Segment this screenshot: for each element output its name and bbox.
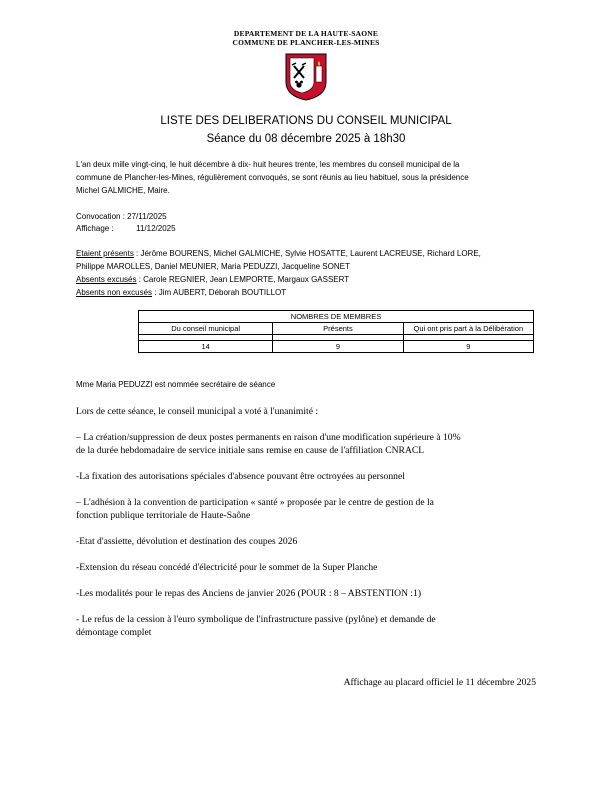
members-table [138, 310, 534, 353]
present-line [76, 247, 546, 260]
deliberation-line: – La création/suppression de deux postes permanents en raison d'une modification supérieure à 10% [76, 432, 461, 443]
deliberation-item [76, 613, 546, 639]
unexcused-label: Absents non excusés [76, 288, 153, 297]
value-present: 9 [273, 341, 403, 353]
present-names: : Jérôme BOURENS, Michel GALMICHE, Sylvie HOSATTE, Laurent LACREUSE, Richard LORE, [133, 249, 481, 258]
deliberation-line: de la durée hebdomadaire de service initiale sans remise en cause de l'affiliation CNRACL [76, 445, 425, 456]
deliberation-line: -Extension du réseau concédé d'électricité pour le sommet de la Super Planche [76, 562, 378, 573]
deliberation-item [76, 561, 546, 574]
deliberation-line: démontage complet [76, 627, 152, 638]
affichage-label: Affichage : [76, 224, 114, 233]
secretary-line: Mme Maria PEDUZZI est nommée secrétaire de séance [76, 380, 276, 389]
posting-notice: Affichage au placard officiel le 11 décembre 2025 [343, 677, 536, 688]
deliberation-item [76, 496, 546, 522]
deliberation-line: -Etat d'assiette, dévolution et destination des coupes 2026 [76, 536, 298, 547]
deliberation-line: -La fixation des autorisations spéciales d'absence pouvant être octroyées au personnel [76, 471, 405, 482]
intro-paragraph [76, 158, 546, 197]
attendance-block [76, 247, 546, 299]
session-date: Séance du 08 décembre 2025 à 18h30 [206, 133, 406, 145]
document-title: LISTE DES DELIBERATIONS DU CONSEIL MUNICIPAL [160, 115, 452, 127]
convocation-label: Convocation : [76, 212, 125, 221]
coat-of-arms-icon [284, 52, 328, 102]
commune-header: COMMUNE DE PLANCHER-LES-MINES [232, 38, 380, 47]
intro-line: commune de Plancher-les-Mines, régulièrement convoqués, se sont réunis au lieu habituel, sous la présidence [76, 173, 469, 182]
intro-line: L'an deux mille vingt-cinq, le huit décembre à dix- huit heures trente, les membres du conseil municipal de la [76, 160, 460, 169]
present-names-cont: Philippe MAROLLES, Daniel MEUNIER, Maria PEDUZZI, Jacqueline SONET [76, 262, 350, 271]
deliberation-line: - Le refus de la cession à l'euro symbolique de l'infrastructure passive (pylône) et demande de [76, 614, 436, 625]
value-council: 14 [139, 341, 273, 353]
excused-line [76, 273, 546, 286]
deliberation-line: – L'adhésion à la convention de participation « santé » proposée par le centre de gestion de la [76, 497, 434, 508]
excused-names: : Carole REGNIER, Jean LEMPORTE, Margaux GASSERT [136, 275, 350, 284]
convocation-value: 27/11/2025 [127, 212, 167, 221]
department-header: DEPARTEMENT DE LA HAUTE-SAONE [233, 29, 379, 38]
header-present: Présents [273, 323, 403, 335]
deliberation-item [76, 431, 546, 457]
header-voters: Qui ont pris part à la Délibération [403, 323, 533, 335]
excused-label: Absents excusés [76, 275, 137, 284]
table-caption: NOMBRES DE MEMBRES [139, 311, 534, 323]
deliberation-item [76, 535, 546, 548]
unexcused-names: : Jim AUBERT, Déborah BOUTILLOT [152, 288, 287, 297]
affichage-date [76, 222, 176, 235]
deliberations-intro: Lors de cette séance, le conseil municipal a voté à l'unanimité : [76, 406, 319, 417]
unexcused-line [76, 286, 546, 299]
header-council: Du conseil municipal [139, 323, 273, 335]
value-voters: 9 [403, 341, 533, 353]
deliberation-item [76, 587, 546, 600]
intro-line: Michel GALMICHE, Maire. [76, 186, 170, 195]
present-label: Etaient présents [76, 249, 134, 258]
deliberation-item [76, 470, 546, 483]
affichage-value: 11/12/2025 [136, 224, 176, 233]
deliberation-line: fonction publique territoriale de Haute-Saône [76, 510, 251, 521]
deliberation-line: -Les modalités pour le repas des Anciens de janvier 2026 (POUR : 8 – ABSTENTION :1) [76, 588, 422, 599]
